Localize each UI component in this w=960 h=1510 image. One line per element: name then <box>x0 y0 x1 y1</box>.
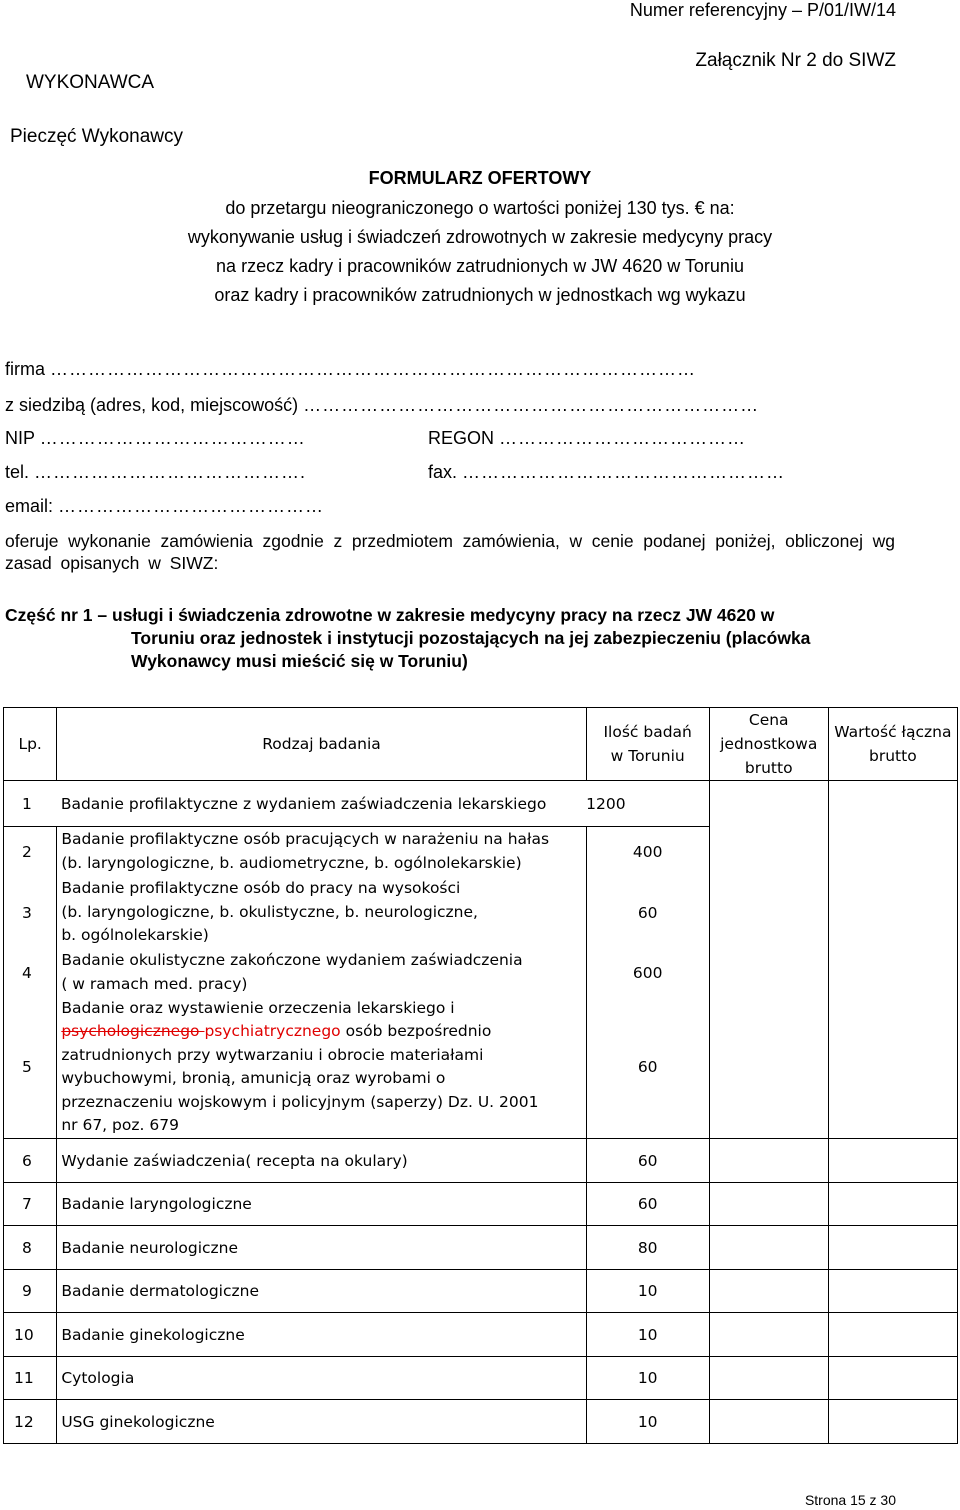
row-name: Badanie oraz wystawienie orzeczenia lekarskiego i psychologicznego psychiatrycznego osób bezpośrednio zatrudnionych przy wytwarzaniu i obrocie materiałami wybuchowymi, bronią, amunicją oraz wyrobami o przeznaczeniu wojskowym i policyjnym (saperzy) Dz. U. 2001 nr 67, poz. 679 <box>57 997 586 1139</box>
row-lp: 8 <box>4 1226 57 1270</box>
table-row <box>4 1400 958 1444</box>
row-unit-price[interactable] <box>709 781 828 827</box>
row-total[interactable] <box>828 1313 957 1357</box>
header-total: Wartość łączna brutto <box>828 708 957 781</box>
row-lp: 4 <box>4 949 57 997</box>
form-title: FORMULARZ OFERTOWY <box>368 168 592 188</box>
row-name: Badanie ginekologiczne <box>57 1313 586 1357</box>
row-lp: 9 <box>4 1270 57 1313</box>
title-line-2: wykonywanie usług i świadczeń zdrowotnych w zakresie medycyny pracy <box>187 227 773 247</box>
regon-field[interactable] <box>428 428 746 449</box>
row-total[interactable] <box>828 1139 957 1183</box>
row-qty: 10 <box>586 1313 709 1357</box>
nip-dots: …………………………………… <box>39 428 306 448</box>
row-name: Badanie dermatologiczne <box>57 1270 586 1313</box>
row-lp: 1 <box>4 781 57 827</box>
fax-label: fax. <box>428 462 458 482</box>
row-unit-price[interactable] <box>709 1226 828 1270</box>
table-row <box>4 1139 958 1183</box>
row-qty: 60 <box>586 877 709 949</box>
address-field[interactable] <box>5 395 759 416</box>
email-dots: …………………………………… <box>58 496 325 516</box>
row-name: Badanie profilaktyczne osób pracujących w narażeniu na hałas (b. laryngologiczne, b. audiometryczne, b. ogólnolekarskie) <box>57 827 586 877</box>
table-row <box>4 1357 958 1400</box>
row-total[interactable] <box>828 1270 957 1313</box>
header-qty: Ilość badań w Toruniu <box>586 708 709 781</box>
row-qty: 400 <box>586 827 709 877</box>
table-row <box>4 1313 958 1357</box>
row-total[interactable] <box>828 1400 957 1444</box>
row-name: Badanie profilaktyczne z wydaniem zaświadczenia lekarskiego <box>57 781 586 827</box>
address-label: z siedzibą (adres, kod, miejscowość) <box>5 395 299 415</box>
row-unit-price[interactable] <box>709 949 828 997</box>
row-qty: 60 <box>586 1183 709 1226</box>
row-name: Badanie profilaktyczne osób do pracy na wysokości (b. laryngologiczne, b. okulistyczne, b. neurologiczne, b. ogólnolekarskie) <box>57 877 586 949</box>
title-line-4: oraz kadry i pracowników zatrudnionych w jednostkach wg wykazu <box>214 285 746 305</box>
reference-number: Numer referencyjny – P/01/IW/14 <box>629 0 896 20</box>
table-header-row <box>4 708 958 781</box>
header-unit-price: Cena jednostkowa brutto <box>709 708 828 781</box>
row-qty: 10 <box>586 1270 709 1313</box>
firma-field[interactable] <box>5 359 696 380</box>
row-total[interactable] <box>828 1183 957 1226</box>
row-qty: 60 <box>586 1139 709 1183</box>
table-row <box>4 1183 958 1226</box>
pricing-table <box>3 707 958 1444</box>
title-line-3: na rzecz kadry i pracowników zatrudnionych w JW 4620 w Toruniu <box>216 256 744 276</box>
row-lp: 7 <box>4 1183 57 1226</box>
row-qty: 1200 <box>586 781 709 827</box>
row-total[interactable] <box>828 949 957 997</box>
fax-field[interactable] <box>428 462 785 483</box>
header-lp: Lp. <box>4 708 57 781</box>
title-line-1: do przetargu nieograniczonego o wartości poniżej 130 tys. € na: <box>225 198 735 218</box>
struck-text: psychologicznego <box>61 1022 200 1041</box>
offer-statement: oferuje wykonanie zamówienia zgodnie z przedmiotem zamówienia, w cenie podanej poniżej, obliczonej wg zasad opisanych w SIWZ: <box>5 531 895 573</box>
row-qty: 80 <box>586 1226 709 1270</box>
nip-field[interactable] <box>5 428 306 449</box>
regon-dots: ………………………………… <box>499 428 747 448</box>
row-name: Cytologia <box>57 1357 586 1400</box>
row-name: Wydanie zaświadczenia( recepta na okulary) <box>57 1139 586 1183</box>
row-unit-price[interactable] <box>709 1313 828 1357</box>
part-heading <box>5 604 895 673</box>
row-unit-price[interactable] <box>709 997 828 1139</box>
row-name: Badanie laryngologiczne <box>57 1183 586 1226</box>
part-line-2: Toruniu oraz jednostek i instytucji pozostających na jej zabezpieczeniu (placówka <box>131 628 811 648</box>
inserted-text: psychiatrycznego <box>204 1022 341 1041</box>
row-unit-price[interactable] <box>709 1357 828 1400</box>
row-qty: 10 <box>586 1357 709 1400</box>
fax-dots: …………………………………………… <box>462 462 786 482</box>
row-name: USG ginekologiczne <box>57 1400 586 1444</box>
row-lp: 10 <box>4 1313 57 1357</box>
row-name: Badanie okulistyczne zakończone wydaniem zaświadczenia ( w ramach med. pracy) <box>57 949 586 997</box>
part-line-3: Wykonawcy musi mieścić się w Toruniu) <box>131 651 468 671</box>
row-lp: 6 <box>4 1139 57 1183</box>
row-lp: 2 <box>4 827 57 877</box>
email-label: email: <box>5 496 54 516</box>
row-unit-price[interactable] <box>709 1270 828 1313</box>
table-row <box>4 949 958 997</box>
stamp-label: Pieczęć Wykonawcy <box>10 126 183 147</box>
row-unit-price[interactable] <box>709 1183 828 1226</box>
row-total[interactable] <box>828 877 957 949</box>
header-name: Rodzaj badania <box>57 708 586 781</box>
row-total[interactable] <box>828 1357 957 1400</box>
firma-dots: ………………………………………………………………………………………… <box>50 359 697 379</box>
row-total[interactable] <box>828 1226 957 1270</box>
regon-label: REGON <box>428 428 495 448</box>
table-row <box>4 781 958 827</box>
table-row <box>4 1226 958 1270</box>
row-lp: 5 <box>4 997 57 1139</box>
row-unit-price[interactable] <box>709 1400 828 1444</box>
address-dots: ……………………………………………………………… <box>303 395 760 415</box>
nip-label: NIP <box>5 428 35 448</box>
row-total[interactable] <box>828 781 957 827</box>
part-line-1: Część nr 1 – usługi i świadczenia zdrowotne w zakresie medycyny pracy na rzecz JW 4620 w <box>5 605 775 625</box>
table-row <box>4 1270 958 1313</box>
tel-field[interactable] <box>5 462 306 483</box>
tel-label: tel. <box>5 462 30 482</box>
attachment-label: Załącznik Nr 2 do SIWZ <box>695 50 896 71</box>
row-qty: 10 <box>586 1400 709 1444</box>
contractor-label: WYKONAWCA <box>26 72 155 93</box>
table-row <box>4 997 958 1139</box>
page-number: Strona 15 z 30 <box>804 1492 896 1508</box>
row-qty: 60 <box>586 997 709 1139</box>
row-total[interactable] <box>828 827 957 877</box>
row-name: Badanie neurologiczne <box>57 1226 586 1270</box>
firma-label: firma <box>5 359 45 379</box>
table-row <box>4 827 958 877</box>
row-lp: 3 <box>4 877 57 949</box>
row-unit-price[interactable] <box>709 877 828 949</box>
tel-dots: ……………………………………. <box>34 462 307 482</box>
email-field[interactable] <box>5 496 324 517</box>
row-unit-price[interactable] <box>709 1139 828 1183</box>
row-lp: 12 <box>4 1400 57 1444</box>
row-total[interactable] <box>828 997 957 1139</box>
row-lp: 11 <box>4 1357 57 1400</box>
table-row <box>4 877 958 949</box>
row-unit-price[interactable] <box>709 827 828 877</box>
row-qty: 600 <box>586 949 709 997</box>
